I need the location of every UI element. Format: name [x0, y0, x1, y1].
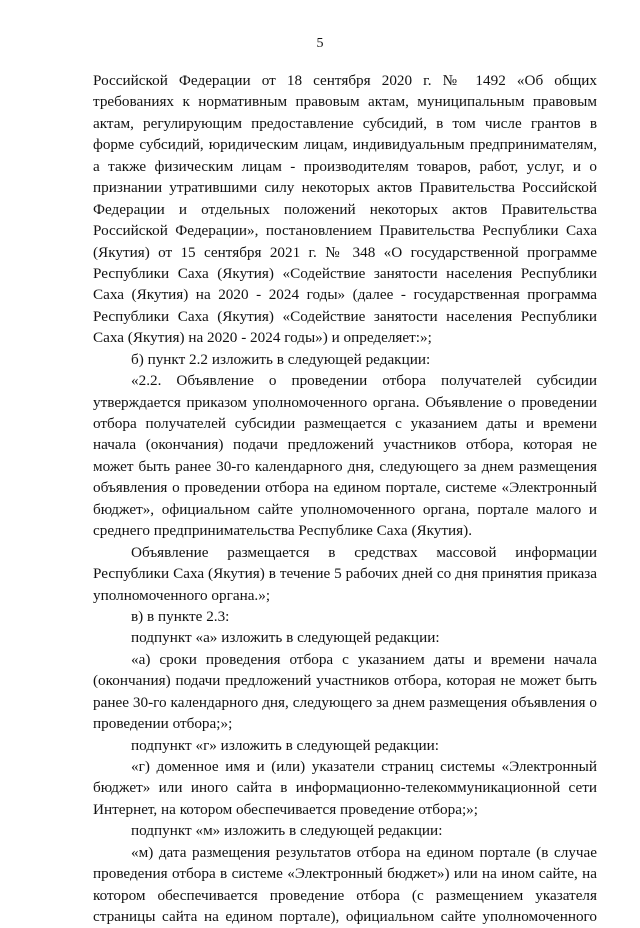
text-line: уполномоченного органа.»;: [93, 586, 271, 604]
text-line: Российской Федерации от 18 сентября 2020 г. № 1492 «Об общих: [93, 72, 597, 89]
text-line: «а) сроки проведения отбора с указанием даты и времени начала: [131, 650, 597, 668]
text-line: ранее 30-го календарного дня, следующего за днем размещения объявления о: [93, 693, 597, 711]
text-line: Республики Саха (Якутия) «Содействие занятости населения Республики: [93, 264, 597, 282]
text-line: отбора получателей субсидии размещается с указанием даты и времени: [93, 415, 597, 432]
text-line: проведения отбора в системе «Электронный бюджет») или на ином сайте, на: [93, 865, 597, 883]
text-line: Республики Саха (Якутия) «Содействие занятости населения Республики: [93, 307, 597, 325]
text-line: (окончания) подачи предложений участников отбора, которая не может быть: [93, 672, 597, 690]
paragraph-intro: [93, 70, 597, 349]
text-line: требованиях к нормативным правовым актам, муниципальным правовым: [93, 93, 597, 111]
text-line: «г) доменное имя и (или) указатели страниц системы «Электронный: [131, 758, 597, 775]
paragraph-sub-m: [93, 842, 597, 928]
paragraph-sub-g-head: [93, 735, 597, 756]
text-line: Саха (Якутия) на 2020 - 2024 годы» (далее - государственная программа: [93, 286, 597, 304]
text-line: бюджет» или иного сайта в информационно-телекоммуникационной сети: [93, 779, 597, 797]
paragraph-sub-a: [93, 649, 597, 735]
text-line: подпункт «а» изложить в следующей редакции:: [131, 629, 440, 647]
text-line: «2.2. Объявление о проведении отбора получателей субсидии: [131, 372, 597, 390]
text-line: а также физическим лицам - производителям товаров, работ, услуг, и о: [93, 157, 597, 175]
text-line: форме субсидий, юридическим лицам, индивидуальным предпринимателям,: [93, 136, 597, 154]
text-line: Российской Федерации», постановлением Правительства Республики Саха: [93, 222, 597, 240]
text-line: может быть ранее 30-го календарного дня, следующего за днем размещения: [93, 457, 597, 475]
paragraph-sub-g: [93, 756, 597, 820]
paragraph-item-b: [93, 349, 597, 370]
text-line: Интернет, на котором обеспечивается проведение отбора;»;: [93, 800, 478, 818]
text-line: среднего предпринимательства Республике Саха (Якутия).: [93, 522, 473, 540]
text-line: Республики Саха (Якутия) в течение 5 рабочих дней со дня принятия приказа: [93, 565, 597, 583]
text-line: б) пункт 2.2 изложить в следующей редакции:: [131, 350, 431, 368]
page-number: 5: [316, 36, 324, 51]
text-line: подпункт «г» изложить в следующей редакции:: [131, 736, 440, 754]
text-line: Объявление размещается в средствах массовой информации: [131, 543, 597, 561]
text-line: объявления о проведении отбора на едином портале, системе «Электронный: [93, 479, 597, 497]
text-line: в) в пункте 2.3:: [131, 607, 230, 625]
document-body: [93, 70, 597, 928]
text-line: страницы сайта на едином портале), официальном сайте уполномоченного: [93, 908, 597, 926]
text-line: начала (окончания) подачи предложений участников отбора, которая не: [93, 436, 597, 454]
text-line: котором обеспечивается проведение отбора (с размещением указателя: [93, 886, 597, 904]
paragraph-item-v: [93, 606, 597, 627]
text-line: подпункт «м» изложить в следующей редакции:: [131, 822, 443, 840]
paragraph-p-2-2: [93, 370, 597, 542]
text-line: признании утратившими силу некоторых актов Правительства Российской: [93, 179, 597, 197]
paragraph-p-announce: [93, 542, 597, 606]
paragraph-sub-a-head: [93, 627, 597, 648]
text-line: (Якутия) от 15 сентября 2021 г. № 348 «О государственной программе: [93, 243, 597, 261]
text-line: Федерации и отдельных положений некоторых актов Правительства: [93, 200, 597, 218]
text-line: бюджет», официальном сайте уполномоченного органа, портале малого и: [93, 500, 597, 518]
text-line: проведении отбора;»;: [93, 715, 233, 733]
text-line: актам, регулирующим предоставление субсидий, в том числе грантов в: [93, 114, 597, 132]
paragraph-sub-m-head: [93, 820, 597, 841]
text-line: «м) дата размещения результатов отбора на едином портале (в случае: [131, 843, 597, 861]
text-line: утверждается приказом уполномоченного органа. Объявление о проведении: [93, 393, 597, 411]
text-line: Саха (Якутия) на 2020 - 2024 годы») и определяет:»;: [93, 329, 432, 347]
